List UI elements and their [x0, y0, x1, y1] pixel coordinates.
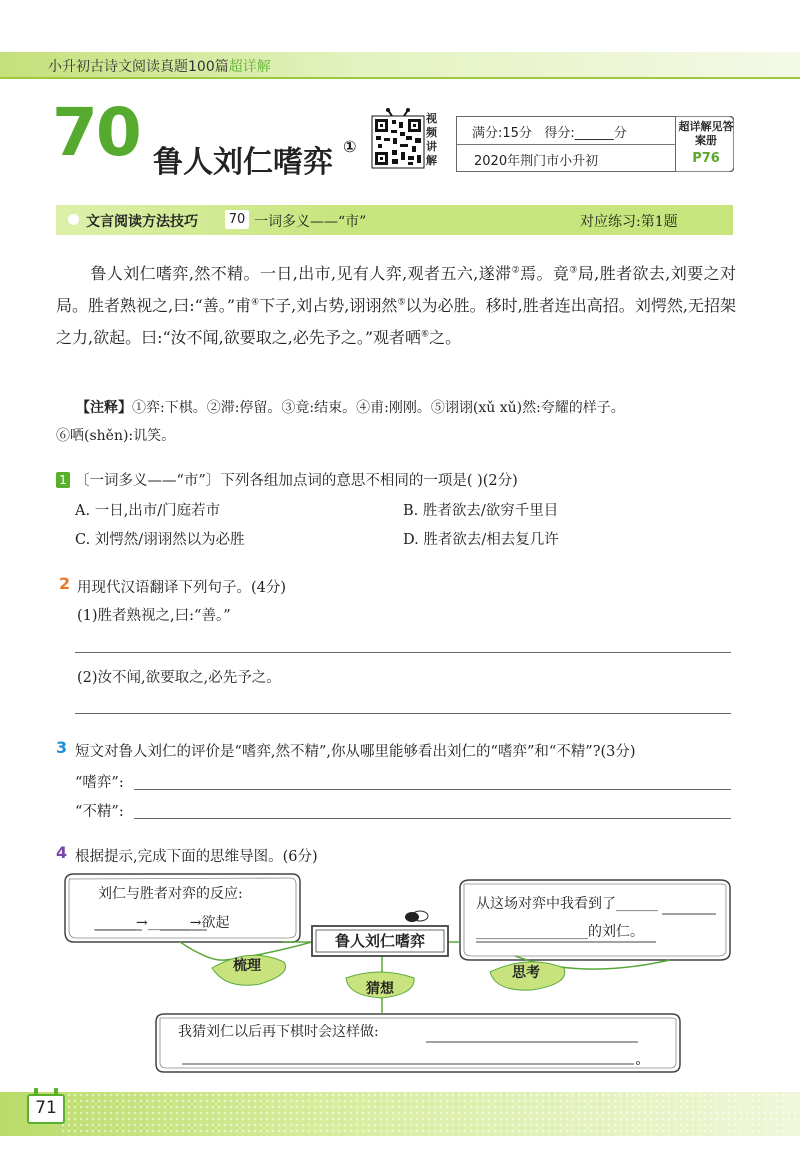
question-2-item-1: (1)胜者熟视之,曰:“善。” [77, 608, 231, 624]
mind-map-label-guess: 猜想 [366, 981, 394, 997]
qr-label: 视频讲解 [426, 112, 437, 167]
method-number: 70 [225, 210, 249, 229]
mind-map-right-box [460, 880, 730, 960]
question-1-number: 1 [56, 472, 70, 488]
series-name: 小升初古诗文阅读真题100篇 [48, 59, 229, 75]
series-highlight: 超详解 [228, 59, 271, 75]
question-3-prompt-a: “嗜弈”: [75, 775, 124, 791]
passage-text: 以为必胜。移时,胜者连出高招。刘愕然,无招架之力,欲起。曰:“汝不闻,欲要取之,必先予之。”观者哂 [56, 296, 736, 347]
option-c[interactable]: C. 刘愕然/诩诩然以为必胜 [75, 532, 245, 548]
qr-code-icon[interactable] [370, 108, 426, 170]
question-2-stem: 用现代汉语翻译下列句子。(4分) [77, 580, 287, 596]
question-2-item-2: (2)汝不闻,欲要取之,必先予之。 [77, 670, 281, 686]
mind-map-label-sort: 梳理 [233, 958, 261, 974]
score-divider [456, 144, 676, 145]
header-rule [0, 77, 800, 79]
note-marker: ③ [569, 265, 578, 276]
mind-map-left-text: 刘仁与胜者对弈的反应: [98, 886, 243, 902]
note-marker: ⑤ [397, 297, 406, 308]
page-number: 71 [35, 1098, 57, 1118]
lesson-number: 70 [52, 94, 140, 171]
question-4-stem: 根据提示,完成下面的思维导图。(6分) [75, 849, 318, 865]
source-label: 2020年荆门市小升初 [474, 154, 599, 169]
annotations-text: ⑥哂(shěn):讥笑。 [56, 428, 176, 444]
option-a[interactable]: A. 一日,出市/门庭若市 [75, 503, 221, 519]
option-b[interactable]: B. 胜者欲去/欲穷千里目 [403, 503, 559, 519]
question-2-number: 2 [59, 574, 71, 593]
passage-text: 下子,刘占势,诩诩然 [259, 296, 398, 315]
question-3-number: 3 [56, 738, 68, 757]
answer-line[interactable] [75, 713, 731, 714]
annotations [56, 394, 741, 450]
question-1-stem: 〔一词多义——“市”〕下列各组加点词的意思不相同的一项是( )(2分) [75, 473, 518, 489]
mind-map-right-blank[interactable]: ________________的刘仁。 [476, 924, 644, 940]
answer-ref-label: 超详解见答案册 [678, 120, 734, 147]
bullet-dot-icon [68, 214, 79, 225]
passage-text: 焉。竟 [520, 264, 570, 283]
note-marker: ② [511, 265, 521, 276]
answer-line[interactable] [134, 789, 731, 790]
mind-map-label-think: 思考 [512, 965, 540, 981]
mind-map-left-blank[interactable]: ______→______→欲起 [94, 915, 230, 931]
question-3-prompt-b: “不精”: [75, 804, 124, 820]
question-4-number: 4 [56, 843, 68, 862]
passage-text: 局,胜者欲去,刘要之对局。胜者熟视之,曰:“善。”甫 [56, 264, 736, 315]
answer-line[interactable] [75, 652, 731, 653]
lesson-title-note: ① [343, 137, 357, 156]
score-full: 满分:15分 [472, 126, 532, 141]
footer-pattern [60, 1092, 800, 1136]
annotations-label: 【注释】 [76, 400, 132, 416]
practice-label: 对应练习:第1题 [580, 214, 678, 230]
chess-piece-icon [405, 912, 419, 922]
passage-text: 之。 [429, 328, 462, 347]
method-label: 文言阅读方法技巧 [86, 214, 198, 230]
answer-ref-page: P76 [692, 151, 720, 166]
method-topic: 一词多义——“市” [254, 214, 367, 230]
passage-text: 鲁人刘仁嗜弈,然不精。一日,出市,见有人弈,观者五六,遂滞 [90, 264, 512, 283]
option-d[interactable]: D. 胜者欲去/相去复几许 [403, 532, 559, 548]
question-3-stem: 短文对鲁人刘仁的评价是“嗜弈,然不精”,你从哪里能够看出刘仁的“嗜弈”和“不精”?(3分) [75, 744, 636, 760]
series-title [48, 56, 271, 76]
answer-line[interactable] [134, 818, 731, 819]
mind-map-right-text[interactable]: 从这场对弈中我看到了______ [476, 896, 658, 912]
note-marker: ⑥ [421, 329, 430, 340]
score-got: 得分:______分 [544, 126, 627, 141]
passage [56, 258, 736, 354]
mind-map-bottom-text[interactable]: 我猜刘仁以后再下棋时会这样做: [178, 1024, 379, 1040]
note-marker: ④ [251, 297, 260, 308]
annotations-text: ①弈:下棋。②滞:停留。③竟:结束。④甫:刚刚。⑤诩诩(xǔ xǔ)然:夸耀的样子。 [132, 400, 625, 416]
lesson-title: 鲁人刘仁嗜弈 [153, 145, 333, 180]
mind-map-center: 鲁人刘仁嗜弈 [334, 932, 425, 950]
score-row [472, 122, 627, 141]
